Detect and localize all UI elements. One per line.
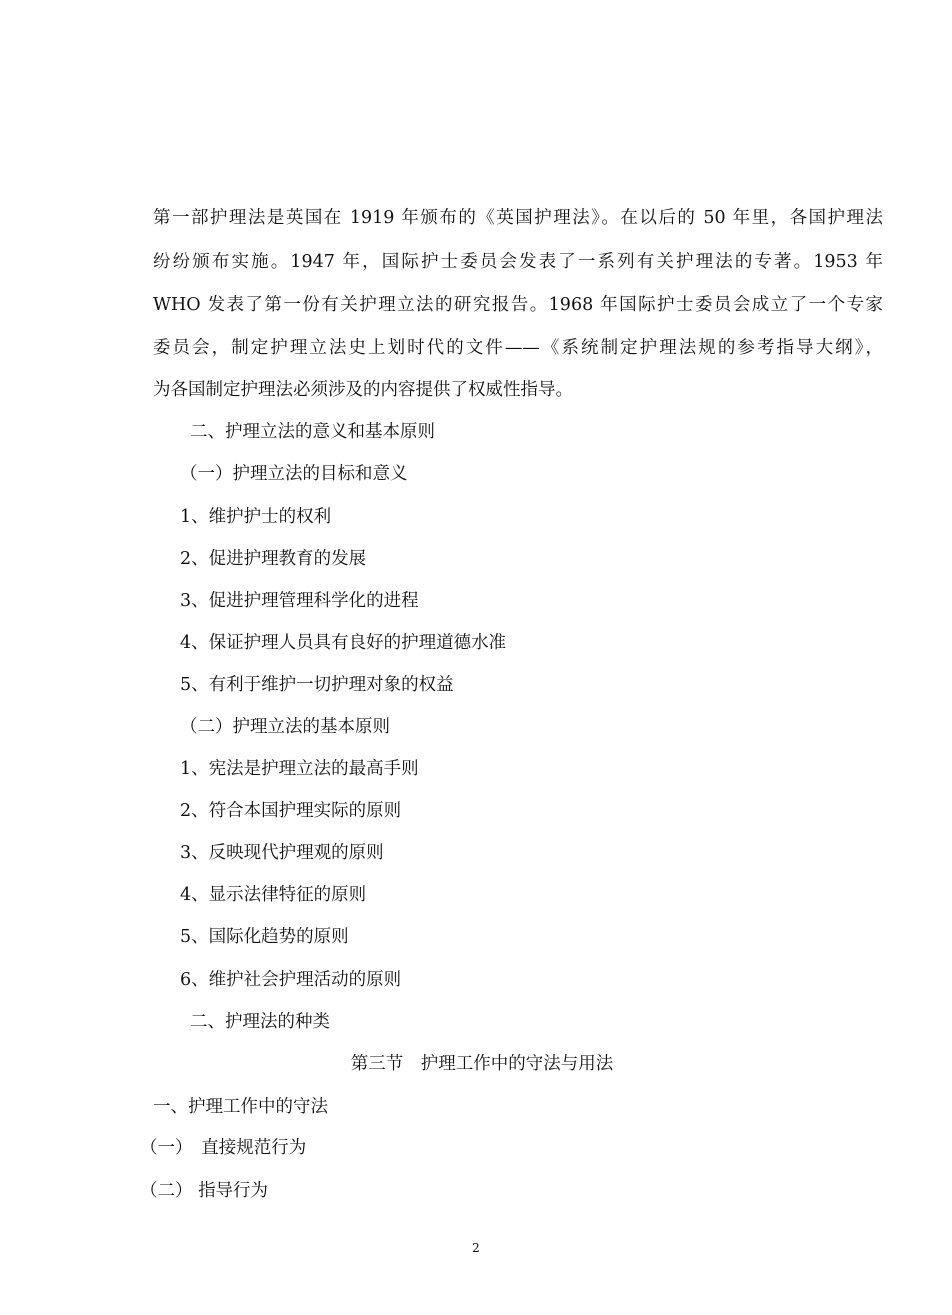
- list-item: 2、促进护理教育的发展: [180, 549, 367, 569]
- list-item: 5、有利于维护一切护理对象的权益: [180, 675, 454, 695]
- list-item: 4、保证护理人员具有良好的护理道德水准: [180, 633, 507, 653]
- list-item: 4、显示法律特征的原则: [180, 885, 367, 905]
- paragraph-line: 委员会，制定护理立法史上划时代的文件——《系统制定护理法规的参考指导大纲》，: [153, 338, 883, 358]
- list-item: 2、符合本国护理实际的原则: [180, 801, 402, 821]
- list-item: 1、维护护士的权利: [180, 507, 332, 527]
- list-item: 1、宪法是护理立法的最高手则: [180, 759, 419, 779]
- page-number: 2: [472, 1241, 480, 1255]
- list-item: 5、国际化趋势的原则: [180, 927, 349, 947]
- nursing-law-types-title: 二、护理法的种类: [190, 1012, 330, 1032]
- paragraph-line: WHO 发表了第一份有关护理立法的研究报告。1968 年国际护士委员会成立了一个专家: [153, 295, 883, 315]
- section-two-title: 二、护理立法的意义和基本原则: [190, 422, 435, 442]
- paragraph-line: 纷纷颁布实施。1947 年，国际护士委员会发表了一系列有关护理法的专著。1953 年: [153, 252, 883, 272]
- subsection-two-title: （二）护理立法的基本原则: [180, 717, 390, 737]
- law-abiding-title: 一、护理工作中的守法: [153, 1097, 328, 1117]
- list-item: （二） 指导行为: [140, 1181, 269, 1201]
- list-item: 3、反映现代护理观的原则: [180, 843, 384, 863]
- paragraph-line: 第一部护理法是英国在 1919 年颁布的《英国护理法》。在以后的 50 年里，各国护理法: [153, 208, 883, 228]
- list-item: 3、促进护理管理科学化的进程: [180, 591, 419, 611]
- list-item: （一） 直接规范行为: [140, 1138, 307, 1158]
- list-item: 6、维护社会护理活动的原则: [180, 970, 402, 990]
- subsection-one-title: （一）护理立法的目标和意义: [180, 464, 408, 484]
- paragraph-line: 为各国制定护理法必须涉及的内容提供了权威性指导。: [153, 380, 573, 400]
- section-three-heading: 第三节 护理工作中的守法与用法: [350, 1054, 614, 1074]
